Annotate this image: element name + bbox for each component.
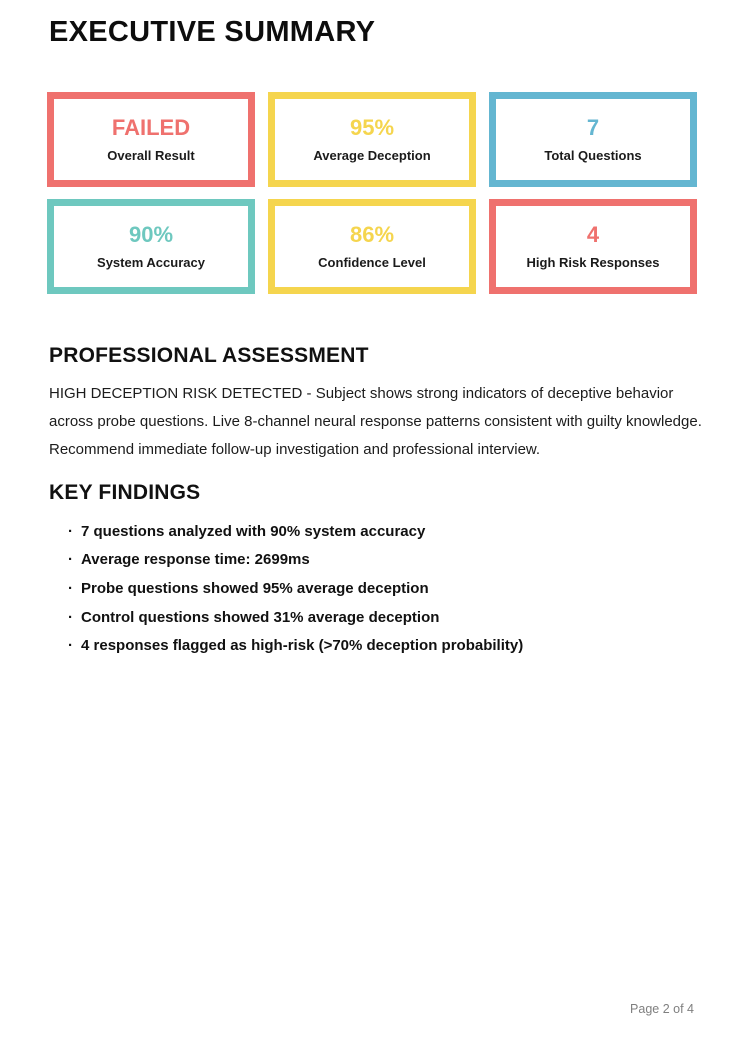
metric-label: Average Deception bbox=[313, 148, 431, 163]
bullet-dot: · bbox=[68, 551, 73, 569]
key-finding-item bbox=[49, 631, 689, 660]
metric-value: 4 bbox=[586, 222, 600, 247]
key-finding-text: Probe questions showed 95% average deception bbox=[81, 579, 429, 597]
metric-card-overall-result bbox=[47, 92, 255, 187]
bullet-dot: · bbox=[68, 608, 73, 626]
key-finding-item bbox=[49, 574, 689, 603]
key-finding-item bbox=[49, 546, 689, 575]
key-finding-text: 7 questions analyzed with 90% system accuracy bbox=[81, 522, 426, 540]
bullet-dot: · bbox=[68, 637, 73, 655]
section-heading-professional-assessment: PROFESSIONAL ASSESSMENT bbox=[49, 344, 369, 367]
key-finding-item bbox=[49, 603, 689, 632]
metric-value: 86% bbox=[349, 222, 395, 247]
metric-label: Overall Result bbox=[107, 148, 195, 163]
metric-value: 7 bbox=[586, 115, 600, 140]
key-findings-list bbox=[49, 517, 689, 660]
metric-card-high-risk-responses bbox=[489, 199, 697, 294]
metric-value: FAILED bbox=[111, 115, 191, 140]
key-finding-item bbox=[49, 517, 689, 546]
metric-cards-grid bbox=[47, 92, 697, 294]
key-finding-text: Control questions showed 31% average deception bbox=[81, 608, 440, 626]
metric-label: Total Questions bbox=[544, 148, 642, 163]
key-finding-text: Average response time: 2699ms bbox=[81, 551, 310, 569]
metric-value: 95% bbox=[349, 115, 395, 140]
metric-label: High Risk Responses bbox=[526, 255, 660, 270]
page-title: EXECUTIVE SUMMARY bbox=[49, 16, 376, 48]
bullet-dot: · bbox=[68, 522, 73, 540]
page-footer: Page 2 of 4 bbox=[630, 1002, 694, 1016]
metric-value: 90% bbox=[128, 222, 174, 247]
bullet-dot: · bbox=[68, 579, 73, 597]
metric-card-total-questions bbox=[489, 92, 697, 187]
metric-card-confidence-level bbox=[268, 199, 476, 294]
section-heading-key-findings: KEY FINDINGS bbox=[49, 481, 201, 504]
key-finding-text: 4 responses flagged as high-risk (>70% deception probability) bbox=[81, 637, 524, 655]
metric-label: System Accuracy bbox=[97, 255, 205, 270]
assessment-body-text: HIGH DECEPTION RISK DETECTED - Subject shows strong indicators of deceptive behavior across probe questions. Live 8-channel neural response patterns consistent with guilty knowledge. Recommend immediate follow-up investigation and professional interview. bbox=[49, 385, 702, 458]
metric-label: Confidence Level bbox=[318, 255, 426, 270]
metric-card-system-accuracy bbox=[47, 199, 255, 294]
metric-card-average-deception bbox=[268, 92, 476, 187]
